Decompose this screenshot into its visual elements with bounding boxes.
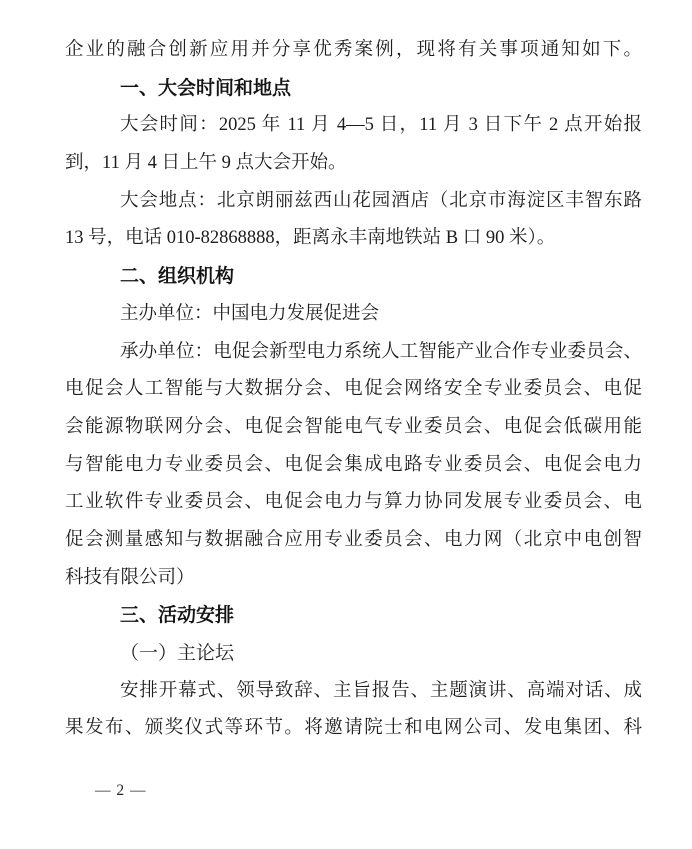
- section-heading: 三、活动安排: [120, 605, 235, 627]
- document-body: [65, 32, 642, 748]
- body-line: 13 号，电话 010-82868888，距离永丰南地铁站 B 口 90 米）。: [65, 228, 556, 249]
- body-line: 大会地点：北京朗丽兹西山花园酒店（北京市海淀区丰智东路: [120, 190, 642, 211]
- body-line: 会能源物联网分会、电促会智能电气专业委员会、电促会低碳用能: [65, 416, 642, 437]
- body-line: 促会测量感知与数据融合应用专业委员会、电力网（北京中电创智: [65, 529, 642, 550]
- body-line: 主办单位：中国电力发展促进会: [120, 303, 380, 324]
- section-heading: 一、大会时间和地点: [120, 77, 292, 99]
- body-line: 果发布、颁奖仪式等环节。将邀请院士和电网公司、发电集团、科: [65, 718, 642, 739]
- body-line: 企业的融合创新应用并分享优秀案例，现将有关事项通知如下。: [65, 40, 642, 60]
- page-number: — 2 —: [95, 782, 147, 799]
- body-line: 电促会人工智能与大数据分会、电促会网络安全专业委员会、电促: [65, 379, 642, 400]
- body-line: 到，11 月 4 日上午 9 点大会开始。: [65, 153, 347, 174]
- sub-heading: （一）主论坛: [120, 643, 235, 664]
- body-line: 科技有限公司）: [65, 567, 195, 588]
- body-line: 大会时间：2025 年 11 月 4—5 日，11 月 3 日下午 2 点开始报: [120, 115, 642, 136]
- body-line: 与智能电力专业委员会、电促会集成电路专业委员会、电促会电力: [65, 454, 642, 475]
- body-line: 承办单位：电促会新型电力系统人工智能产业合作专业委员会、: [120, 341, 642, 362]
- section-heading: 二、组织机构: [120, 266, 235, 288]
- body-line: 工业软件专业委员会、电促会电力与算力协同发展专业委员会、电: [65, 492, 642, 513]
- body-line: 安排开幕式、领导致辞、主旨报告、主题演讲、高端对话、成: [120, 680, 642, 701]
